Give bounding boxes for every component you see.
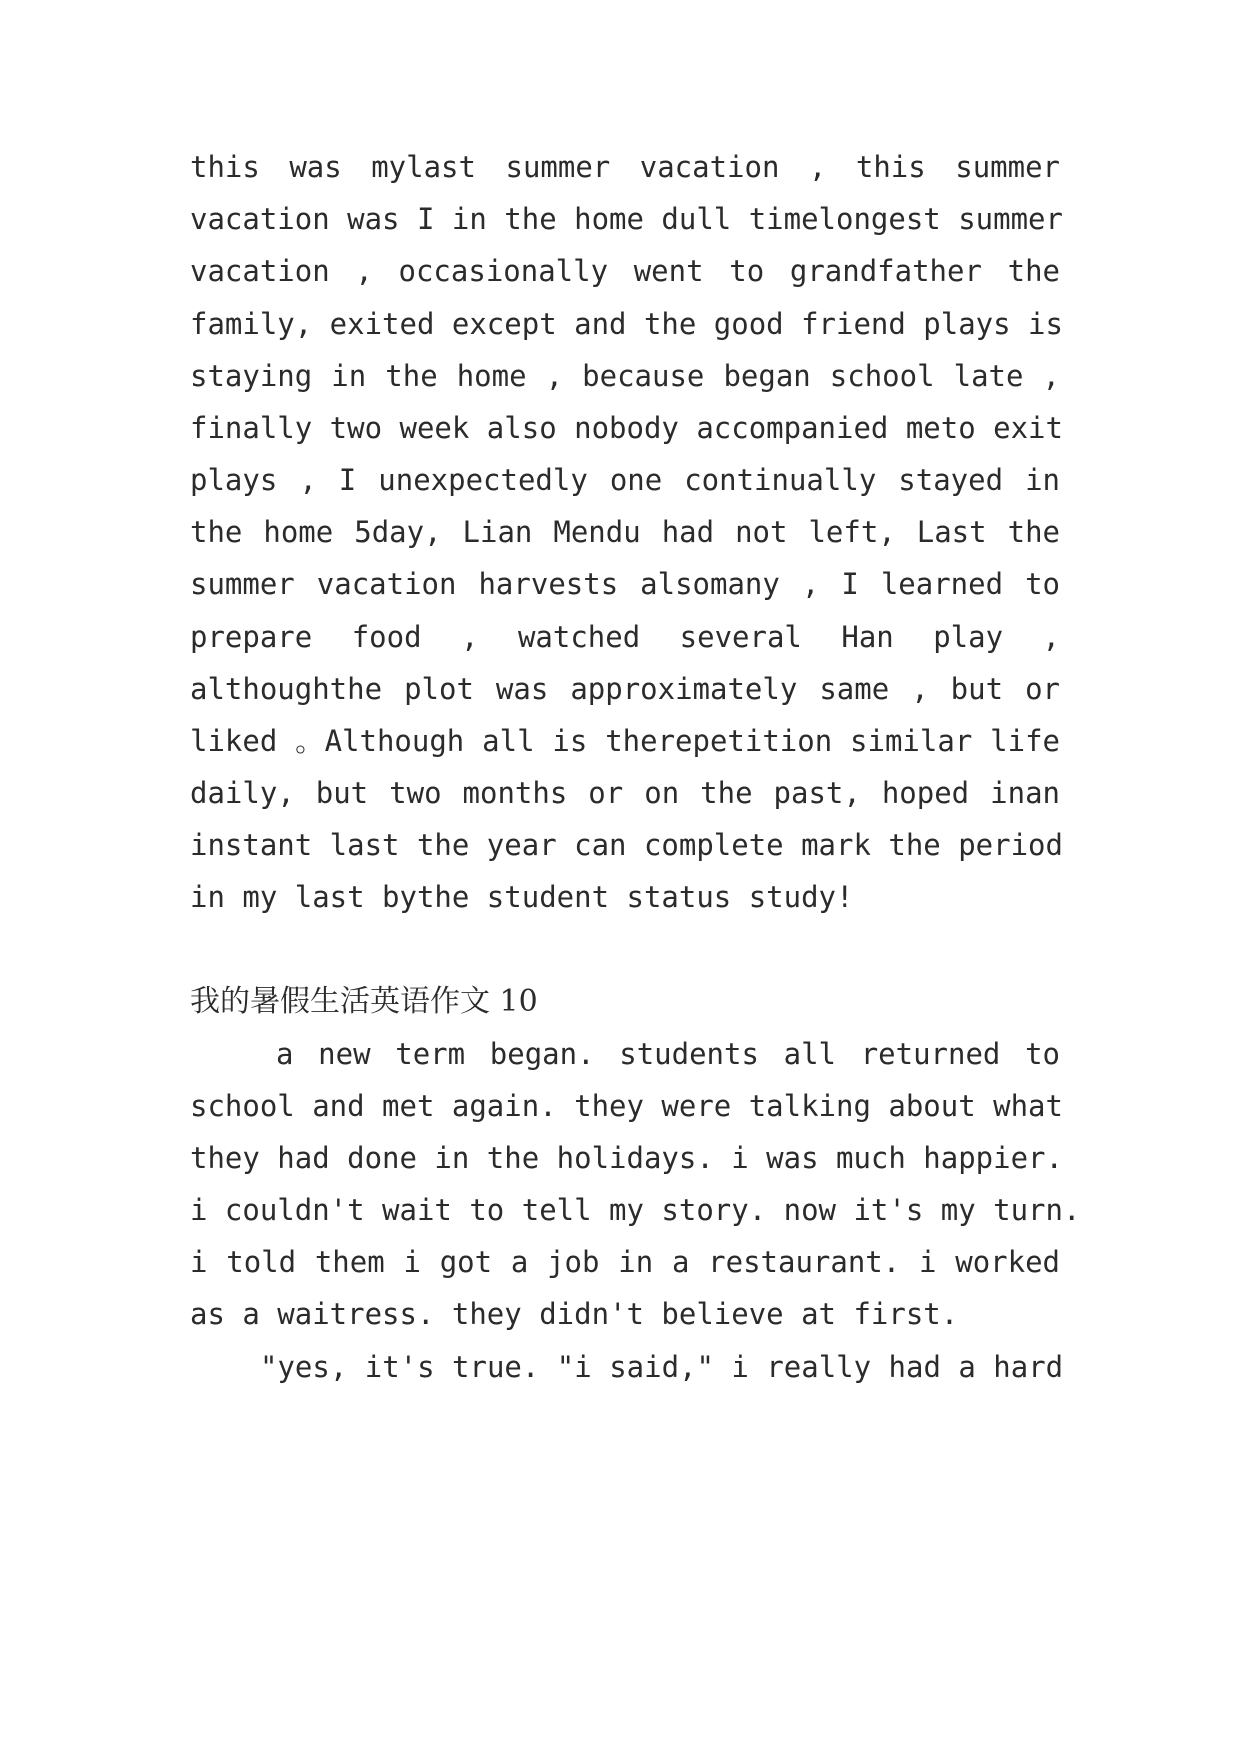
section-heading: 我的暑假生活英语作文 10 [190,984,538,1019]
paragraph-1-line-7: plays , I unexpectedly one continually stayed in [190,463,1060,497]
paragraph-1-line-9: summer vacation harvests alsomany , I learned to [190,567,1060,601]
paragraph-1-line-4: family, exited except and the good friend plays is [190,307,1063,341]
paragraph-1-line-11: althoughthe plot was approximately same , but or [190,672,1060,706]
paragraph-3-line-1: "yes, it's true. "i said," i really had a hard [260,1350,1064,1384]
paragraph-1-line-2: vacation was I in the home dull timelongest summer [190,202,1063,236]
paragraph-1-line-1: this was mylast summer vacation , this summer [190,150,1060,184]
paragraph-2-line-3: they had done in the holidays. i was much happier. [190,1141,1063,1175]
paragraph-1-line-14: instant last the year can complete mark the period [190,828,1063,862]
paragraph-1-line-15: in my last bythe student status study! [190,880,854,914]
paragraph-2-line-4: i couldn't wait to tell my story. now it's my turn. [190,1193,1081,1227]
paragraph-1-line-12: liked 。Although all is therepetition similar life [190,724,1060,758]
paragraph-1-line-13: daily, but two months or on the past, hoped inan [190,776,1060,810]
paragraph-1-line-6: finally two week also nobody accompanied meto exit [190,411,1063,445]
paragraph-2-line-1: a new term began. students all returned to [276,1037,1060,1071]
paragraph-1-line-10: prepare food , watched several Han play , [190,620,1060,654]
paragraph-2-line-5: i told them i got a job in a restaurant. i worked [190,1245,1060,1279]
paragraph-2-line-2: school and met again. they were talking about what [190,1089,1063,1123]
paragraph-1-line-3: vacation , occasionally went to grandfather the [190,254,1060,288]
paragraph-1-line-8: the home 5day, Lian Mendu had not left, Last the [190,515,1060,549]
paragraph-1-line-5: staying in the home , because began school late , [190,359,1060,393]
paragraph-2-line-6: as a waitress. they didn't believe at first. [190,1297,959,1331]
